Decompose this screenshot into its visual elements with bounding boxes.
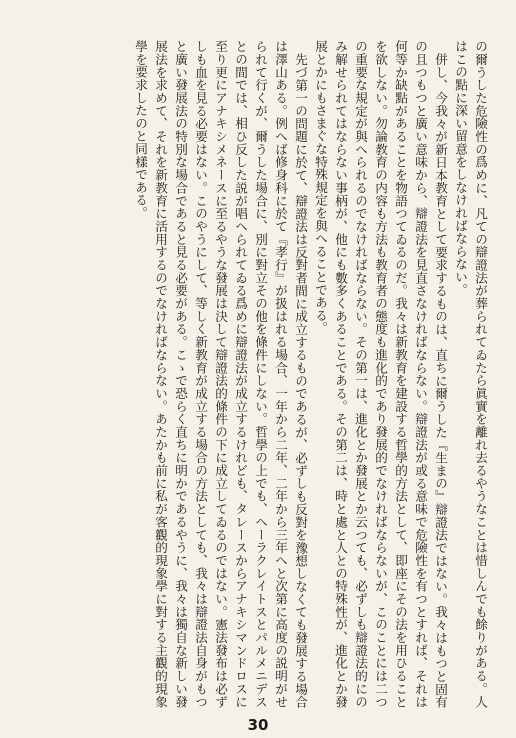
vertical-text-body <box>34 40 490 708</box>
page-number: 30 <box>247 716 269 734</box>
paragraph-2: 併し、今我々が新日本教育として要求するものは、直ちに爾うした『生まの』辯證法ではない。我々はもつと固有の且つもつと廣い意味から、辯證法を見直さなければならない。辯證法が或る意味で危險性を有つとすれば、それは何等か缺點があることを物語つてゐるのだ。我々は新教育を建設する哲學的方法として、即座にその法を用ひることを欲しない。勿論教育の内容も方法も教育者の態度も進化的であり發展的でなければならないが、このことには二つの重要な規定が與へられるのでなければならない。その第一は、進化とか發展とか云つても、必ずしも辯證法的にのみ解せられてはならない事柄が、他にも數多くあることである。その第二は、時と處と人との特殊性が、進化とか發展とかにもさまぐな特殊規定を與へることである。 <box>313 40 448 708</box>
paragraph-3: 先づ第一の問題に於て、辯證法は反對者間に成立するものであるが、必ずしも反對を豫想しなくても發展する場合は澤山ある。例へば修身科に於て『孝行』が扱はれる場合、一年から二年、二年から三年へと次第に高度の説明がせられて行くが、爾うした場合に、別に對立その他を條件にしない。哲學の上でも、ヘーラクレイトスとパルメニデスとの間では、相ひ反した説が唱へられてゐる爲めに辯證法が成立するけれども、タレースからアナキシマンドロスに至り更にアナキシメネースに至るやうな發展は決して辯證法的條件の下に成立してゐるのではない。憲法發布は必ずしも血を見る必要はない。このやうにして、等しく新教育が成立する場合の方法としても、我々は辯證法自身がもつと廣い發展法の特別な場合であると見る必要がある。こゝで恐らく直ちに明かであるやうに、我々は獨自な新しい發展法を求めて、それを新教育に活用するのでなければならない。あたかも前に私が客觀的現象學に對する主觀的現象學を要求したのと同樣である。 <box>133 40 308 708</box>
paragraph-1: の爾うした危險性の爲めに、凡ての辯證法が葬られてゐたら眞實を離れ去るやうなことは惜しんでも餘りがある。人はこの點に深い留意をしなければならない。 <box>453 40 488 708</box>
